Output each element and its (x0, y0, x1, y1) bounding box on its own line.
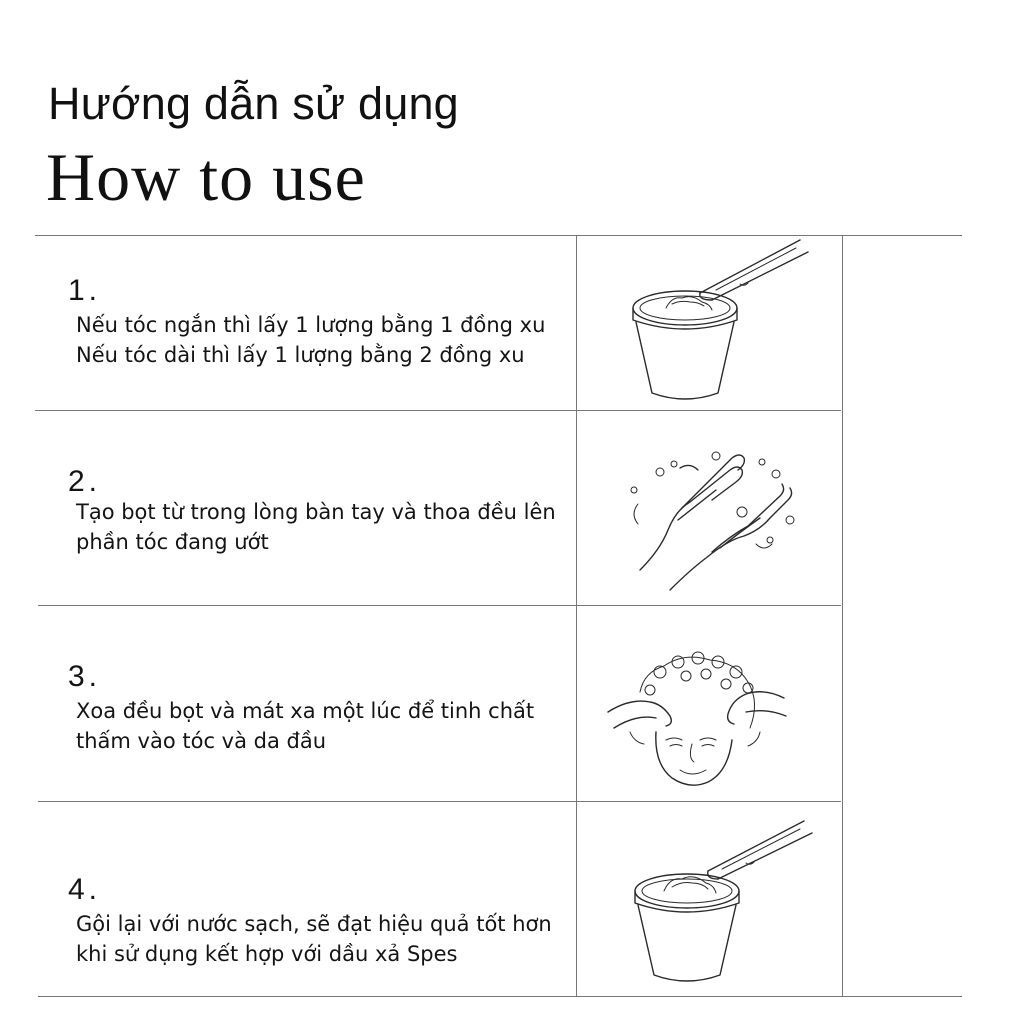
step-number: 1. (68, 274, 102, 307)
column-divider-illustration (576, 235, 577, 997)
row-divider-3 (38, 801, 841, 802)
step-line: phần tóc đang ướt (76, 530, 269, 554)
step-number: 3. (68, 660, 102, 693)
step-description (76, 909, 552, 969)
column-divider-right (842, 235, 843, 997)
table-top-border (35, 235, 962, 236)
step-number: 4. (68, 873, 102, 906)
step-line: Nếu tóc ngắn thì lấy 1 lượng bằng 1 đồng xu (76, 313, 546, 337)
step-line: Xoa đều bọt và mát xa một lúc để tinh chất (76, 699, 535, 723)
tub-with-finger-icon (622, 815, 822, 990)
head-massage-icon (600, 632, 800, 797)
step-description (76, 497, 556, 557)
page-title-english: How to use (46, 139, 366, 215)
table-bottom-border (38, 996, 962, 997)
step-description (76, 310, 545, 370)
row-divider-1 (35, 410, 841, 411)
step-line: Gội lại với nước sạch, sẽ đạt hiệu quả tốt hơn (76, 912, 552, 936)
step-line: Tạo bọt từ trong lòng bàn tay và thoa đều lên (76, 500, 556, 524)
row-divider-2 (38, 605, 841, 606)
step-description (76, 696, 534, 756)
step-line: Nếu tóc dài thì lấy 1 lượng bằng 2 đồng xu (76, 343, 525, 367)
lathering-hands-icon (620, 440, 820, 600)
step-line: thấm vào tóc và da đầu (76, 729, 327, 753)
page-title-vietnamese: Hướng dẫn sử dụng (48, 78, 459, 129)
step-number: 2. (68, 465, 102, 498)
step-line: khi sử dụng kết hợp với dầu xả Spes (76, 942, 458, 966)
tub-with-finger-icon (620, 238, 820, 408)
